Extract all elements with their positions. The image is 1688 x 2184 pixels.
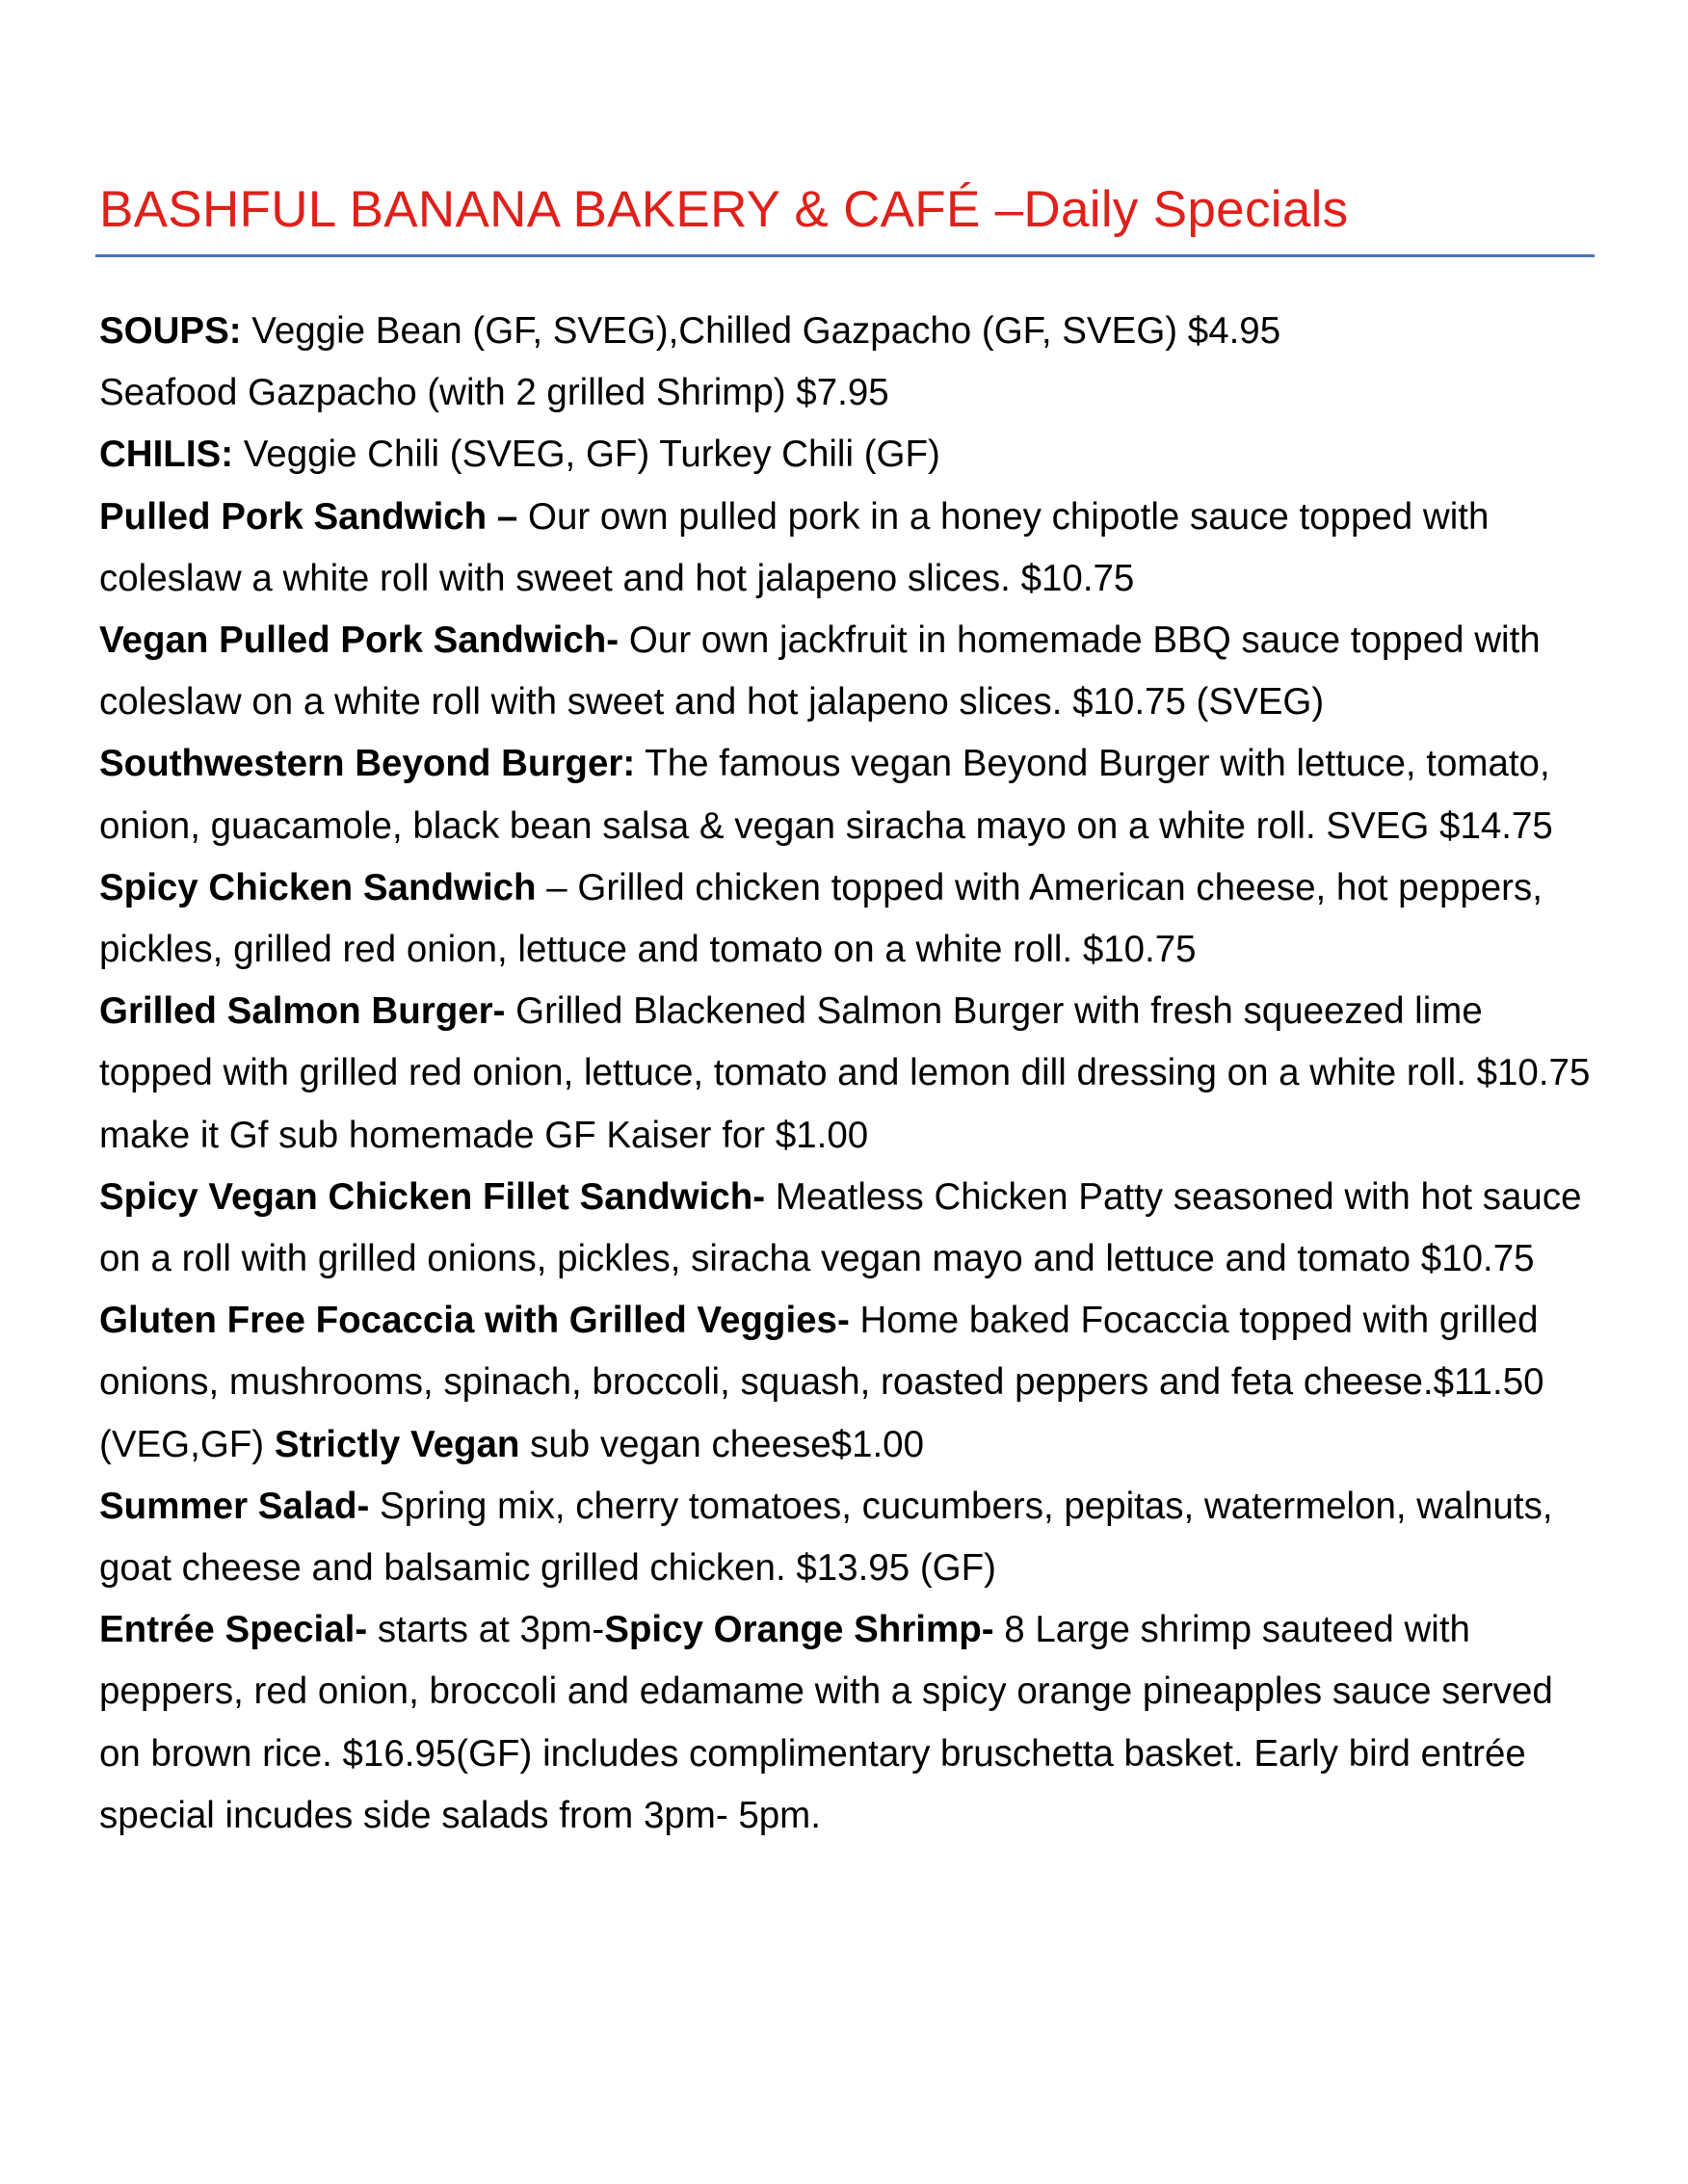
- item-description: The famous vegan Beyond Burger with lettuce, tomato, onion, guacamole, black bean salsa & vegan siracha mayo on a white roll. SVEG $14.75: [99, 743, 1553, 847]
- item-description: starts at 3pm-: [367, 1609, 605, 1651]
- menu-item-spicy-chicken: [99, 857, 1602, 981]
- item-name: Grilled Salmon Burger-: [99, 990, 506, 1033]
- menu-item-vegan-chicken-fillet: [99, 1167, 1602, 1290]
- item-description: Seafood Gazpacho (with 2 grilled Shrimp) $7.95: [99, 372, 889, 414]
- item-description: Veggie Bean (GF, SVEG),Chilled Gazpacho (GF, SVEG) $4.95: [241, 310, 1281, 352]
- menu-item-entree-special: [99, 1599, 1602, 1847]
- item-description: Our own jackfruit in homemade BBQ sauce topped with coleslaw on a white roll with sweet and hot jalapeno slices. $10.75 (SVEG): [99, 619, 1541, 724]
- menu-item-summer-salad: [99, 1476, 1602, 1599]
- item-description: Our own pulled pork in a honey chipotle sauce topped with coleslaw a white roll with sweet and hot jalapeno slices. $10.75: [99, 495, 1490, 599]
- menu-item-beyond-burger: [99, 733, 1602, 856]
- item-name: Entrée Special-: [99, 1609, 368, 1651]
- menu-item-seafood-gazpacho: [99, 362, 1602, 424]
- item-name: Summer Salad-: [99, 1485, 370, 1527]
- menu-item-soups: [99, 301, 1602, 362]
- item-name: Spicy Chicken Sandwich: [99, 866, 537, 908]
- item-description: Grilled Blackened Salmon Burger with fresh squeezed lime topped with grilled red onion, lettuce, tomato and lemon dill dressing on a white roll. $10.75 make it Gf sub homemade GF Kaiser for $1.00: [99, 990, 1591, 1156]
- menu-item-salmon-burger: [99, 981, 1602, 1167]
- menu-item-focaccia: [99, 1290, 1602, 1476]
- menu-item-chilis: [99, 424, 1602, 486]
- item-name: Southwestern Beyond Burger:: [99, 743, 636, 785]
- item-name: SOUPS:: [99, 310, 242, 352]
- item-name: Spicy Vegan Chicken Fillet Sandwich-: [99, 1175, 766, 1218]
- item-description: Meatless Chicken Patty seasoned with hot sauce on a roll with grilled onions, pickles, siracha vegan mayo and lettuce and tomato $10.75: [99, 1175, 1582, 1280]
- specials-list: [99, 301, 1602, 1847]
- item-description-secondary: sub vegan cheese$1.00: [519, 1423, 925, 1465]
- page-title: BASHFUL BANANA BAKERY & CAFÉ –Daily Specials: [99, 181, 1349, 238]
- item-name: Vegan Pulled Pork Sandwich-: [99, 619, 620, 662]
- item-name: Gluten Free Focaccia with Grilled Veggies-: [99, 1300, 850, 1342]
- item-name: Pulled Pork Sandwich –: [99, 495, 518, 538]
- item-description: Home baked Focaccia topped with grilled onions, mushrooms, spinach, broccoli, squash, roasted peppers and feta cheese.$11.50 (VEG,GF): [99, 1300, 1544, 1465]
- item-name-secondary: Spicy Orange Shrimp-: [604, 1609, 994, 1651]
- item-description: Spring mix, cherry tomatoes, cucumbers, pepitas, watermelon, walnuts, goat cheese and balsamic grilled chicken. $13.95 (GF): [99, 1485, 1553, 1590]
- item-name-secondary: Strictly Vegan: [274, 1423, 520, 1465]
- menu-item-vegan-pulled-pork: [99, 610, 1602, 733]
- item-description-secondary: 8 Large shrimp sauteed with peppers, red onion, broccoli and edamame with a spicy orange pineapples sauce served on brown rice. $16.95(GF) includes complimentary bruschetta basket. Early bird entrée special incudes side salads from 3pm- 5pm.: [99, 1609, 1553, 1836]
- menu-item-pulled-pork: [99, 487, 1602, 610]
- item-name: CHILIS:: [99, 434, 234, 476]
- item-description: Veggie Chili (SVEG, GF) Turkey Chili (GF): [233, 434, 940, 476]
- title-divider: [95, 254, 1595, 257]
- item-description: – Grilled chicken topped with American cheese, hot peppers, pickles, grilled red onion, lettuce and tomato on a white roll. $10.75: [99, 866, 1543, 971]
